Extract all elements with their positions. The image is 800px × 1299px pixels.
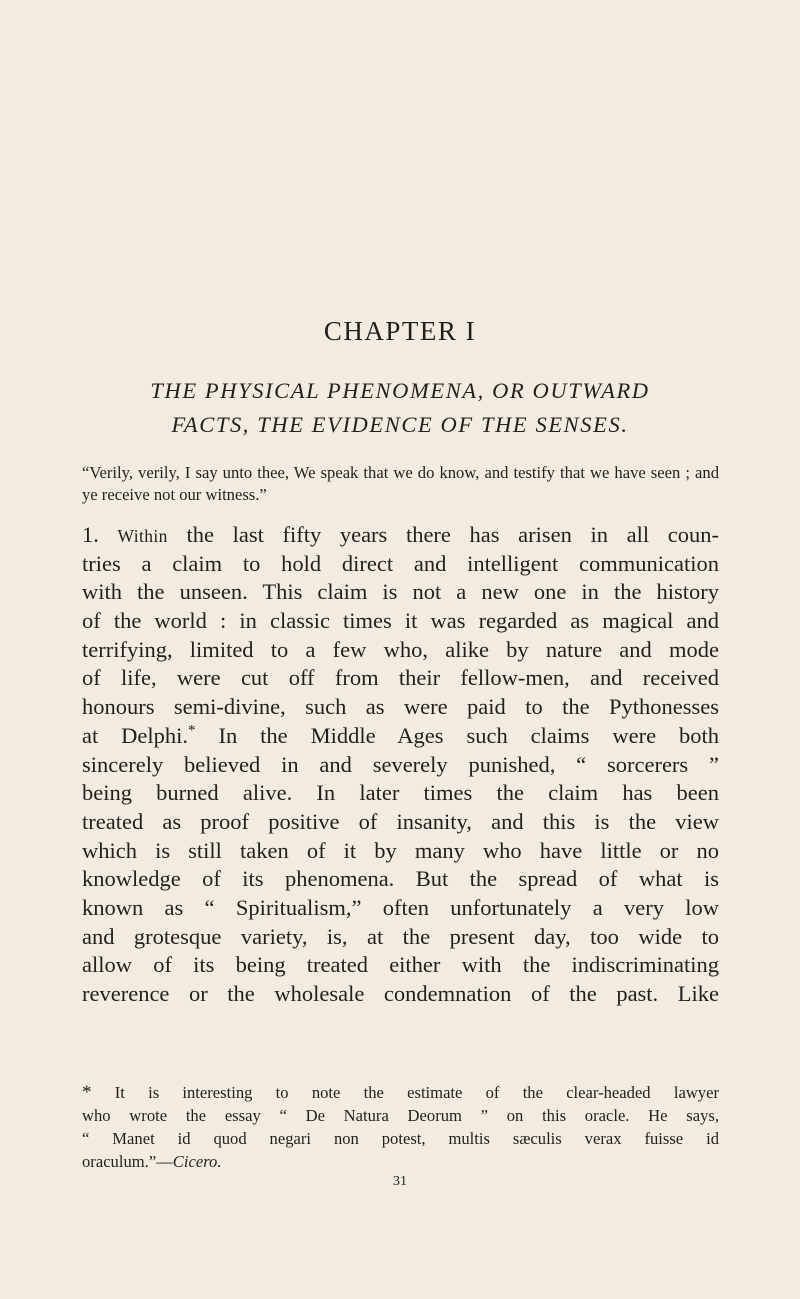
paragraph-first-word: Within	[117, 526, 168, 546]
paragraph-line: sincerely believed in and severely punished, “ sorcerers ”	[82, 751, 719, 777]
chapter-title-line-1: THE PHYSICAL PHENOMENA, OR OUTWARD	[150, 378, 650, 403]
body-paragraph	[82, 521, 719, 1009]
paragraph-line: honours semi-divine, such as were paid to the Pythonesses	[82, 694, 719, 720]
footnote-attribution: Cicero.	[172, 1152, 222, 1171]
paragraph-line: being burned alive. In later times the claim has been	[82, 780, 719, 806]
paragraph-line: which is still taken of it by many who have little or no	[82, 837, 719, 863]
paragraph-number: 1.	[82, 522, 99, 547]
paragraph-line: known as “ Spiritualism,” often unfortunately a very low	[82, 894, 719, 920]
paragraph-line: at Delphi.* In the Middle Ages such claims were both	[82, 722, 720, 748]
footnote-line: * It is interesting to note the estimate of the clear-headed lawyer	[82, 1082, 719, 1103]
chapter-title	[0, 374, 800, 442]
paragraph-line: treated as proof positive of insanity, and this is the view	[82, 808, 719, 834]
footnote	[82, 1081, 719, 1173]
paragraph-line: and grotesque variety, is, at the present day, too wide to	[82, 923, 719, 949]
paragraph-line: allow of its being treated either with the indiscriminating	[82, 952, 719, 978]
footnote-line: oraculum.”—Cicero.	[82, 1152, 222, 1171]
footnote-line: “ Manet id quod negari non potest, multis sæculis verax fuisse id	[82, 1129, 719, 1148]
paragraph-line: 1. Within the last fifty years there has arisen in all coun-	[82, 522, 720, 547]
epigraph: “Verily, verily, I say unto thee, We speak that we do know, and testify that we have seen ; and ye receive not our witness.”	[82, 463, 719, 504]
paragraph-line: of life, were cut off from their fellow-men, and received	[82, 665, 719, 691]
paragraph-line: terrifying, limited to a few who, alike by nature and mode	[82, 636, 719, 662]
chapter-heading: CHAPTER I	[323, 316, 477, 346]
paragraph-line: of the world : in classic times it was regarded as magical and	[82, 608, 719, 634]
paragraph-line: knowledge of its phenomena. But the spread of what is	[82, 866, 719, 892]
chapter-title-line-2: FACTS, THE EVIDENCE OF THE SENSES.	[171, 412, 629, 437]
paragraph-line: reverence or the wholesale condemnation of the past. Like	[82, 981, 719, 1006]
footnote-reference[interactable]: *	[188, 722, 196, 739]
paragraph-line: with the unseen. This claim is not a new one in the history	[82, 579, 719, 605]
footnote-line: who wrote the essay “ De Natura Deorum ” on this oracle. He says,	[82, 1106, 719, 1125]
paragraph-line: tries a claim to hold direct and intelligent communication	[82, 550, 719, 576]
footnote-marker: *	[82, 1082, 92, 1103]
page-number: 31	[393, 1174, 407, 1189]
